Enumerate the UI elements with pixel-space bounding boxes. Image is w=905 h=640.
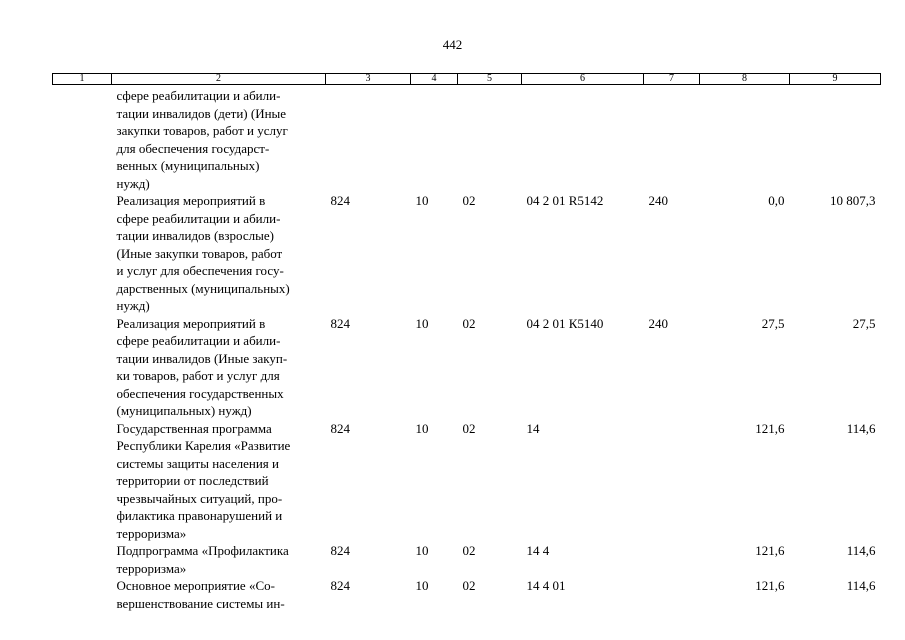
expense-type-code: 240 (648, 315, 668, 331)
amount-col9: 114,6 (846, 578, 876, 593)
subsection-code: 02 (462, 578, 476, 593)
row-index-cell (53, 192, 112, 315)
expense-type-code (644, 420, 700, 543)
section-code (411, 85, 458, 193)
target-article-code (522, 85, 644, 193)
amount-col9: 114,6 (846, 420, 876, 436)
column-number: 9 (790, 74, 881, 85)
row-index-cell (53, 420, 112, 543)
subsection-code: 02 (462, 193, 476, 208)
ministry-code (326, 85, 411, 193)
table-header (53, 74, 881, 85)
column-number-row (53, 74, 881, 85)
expense-type-code (644, 85, 700, 193)
section-code: 10 (415, 420, 429, 436)
amount-col9: 10 807,3 (830, 193, 876, 208)
column-number: 7 (644, 74, 700, 85)
budget-table (52, 73, 881, 612)
amount-col8: 27,5 (761, 315, 785, 331)
row-index-cell (53, 85, 112, 193)
item-name: Основное мероприятие «Со- вершенствование системы ин- (116, 578, 285, 611)
column-number: 6 (522, 74, 644, 85)
amount-col8 (700, 85, 790, 193)
expense-type-code (644, 542, 700, 577)
ministry-code: 824 (330, 315, 350, 331)
column-number: 1 (53, 74, 112, 85)
subsection-code: 02 (462, 420, 476, 436)
subsection-code (458, 85, 522, 193)
column-number: 4 (411, 74, 458, 85)
page-number: 442 (442, 37, 463, 52)
column-number: 2 (112, 74, 326, 85)
table-row (53, 420, 881, 543)
target-article-code: 14 (526, 420, 540, 436)
row-index-cell (53, 577, 112, 612)
target-article-code: 04 2 01 К5140 (526, 315, 604, 331)
column-number: 8 (700, 74, 790, 85)
table-row (53, 542, 881, 577)
section-code: 10 (415, 543, 429, 558)
table-row (53, 192, 881, 315)
table-row (53, 577, 881, 612)
expense-type-code: 240 (648, 193, 668, 208)
column-number: 5 (458, 74, 522, 85)
amount-col8: 121,6 (755, 578, 785, 593)
item-name: Реализация мероприятий в сфере реабилитации и абили- тации инвалидов (взрослые) (Иные закупки товаров, работ и услуг для обеспечения госу- дарственных (муниципальных) нужд) (116, 193, 290, 313)
amount-col8: 121,6 (755, 543, 785, 558)
column-number: 3 (326, 74, 411, 85)
target-article-code: 14 4 01 (526, 578, 566, 593)
amount-col8: 121,6 (755, 420, 785, 436)
section-code: 10 (415, 193, 429, 208)
table-row (53, 85, 881, 193)
table-row (53, 315, 881, 420)
ministry-code: 824 (330, 543, 350, 558)
section-code: 10 (415, 315, 429, 331)
item-name: Государственная программа Республики Карелия «Развитие системы защиты населения и территории от последствий чрезвычайных ситуаций, про- филактика правонарушений и терроризма» (116, 420, 291, 541)
amount-col9: 27,5 (852, 315, 876, 331)
amount-col9: 114,6 (846, 543, 876, 558)
amount-col9 (790, 85, 881, 193)
item-name: Подпрограмма «Профилактика терроризма» (116, 543, 289, 576)
section-code: 10 (415, 578, 429, 593)
ministry-code: 824 (330, 578, 350, 593)
subsection-code: 02 (462, 543, 476, 558)
target-article-code: 04 2 01 R5142 (526, 193, 604, 208)
expense-type-code (644, 577, 700, 612)
row-index-cell (53, 315, 112, 420)
amount-col8: 0,0 (768, 193, 785, 208)
ministry-code: 824 (330, 193, 350, 208)
target-article-code: 14 4 (526, 543, 550, 558)
item-name: Реализация мероприятий в сфере реабилитации и абили- тации инвалидов (Иные закуп- ки товаров, работ и услуг для обеспечения государственных (муниципальных) нужд) (116, 315, 288, 418)
table-body (53, 85, 881, 613)
row-index-cell (53, 542, 112, 577)
ministry-code: 824 (330, 420, 350, 436)
subsection-code: 02 (462, 315, 476, 331)
item-name: сфере реабилитации и абили- тации инвалидов (дети) (Иные закупки товаров, работ и услуг для обеспечения государст- венных (муниципальных) нужд) (116, 88, 288, 191)
